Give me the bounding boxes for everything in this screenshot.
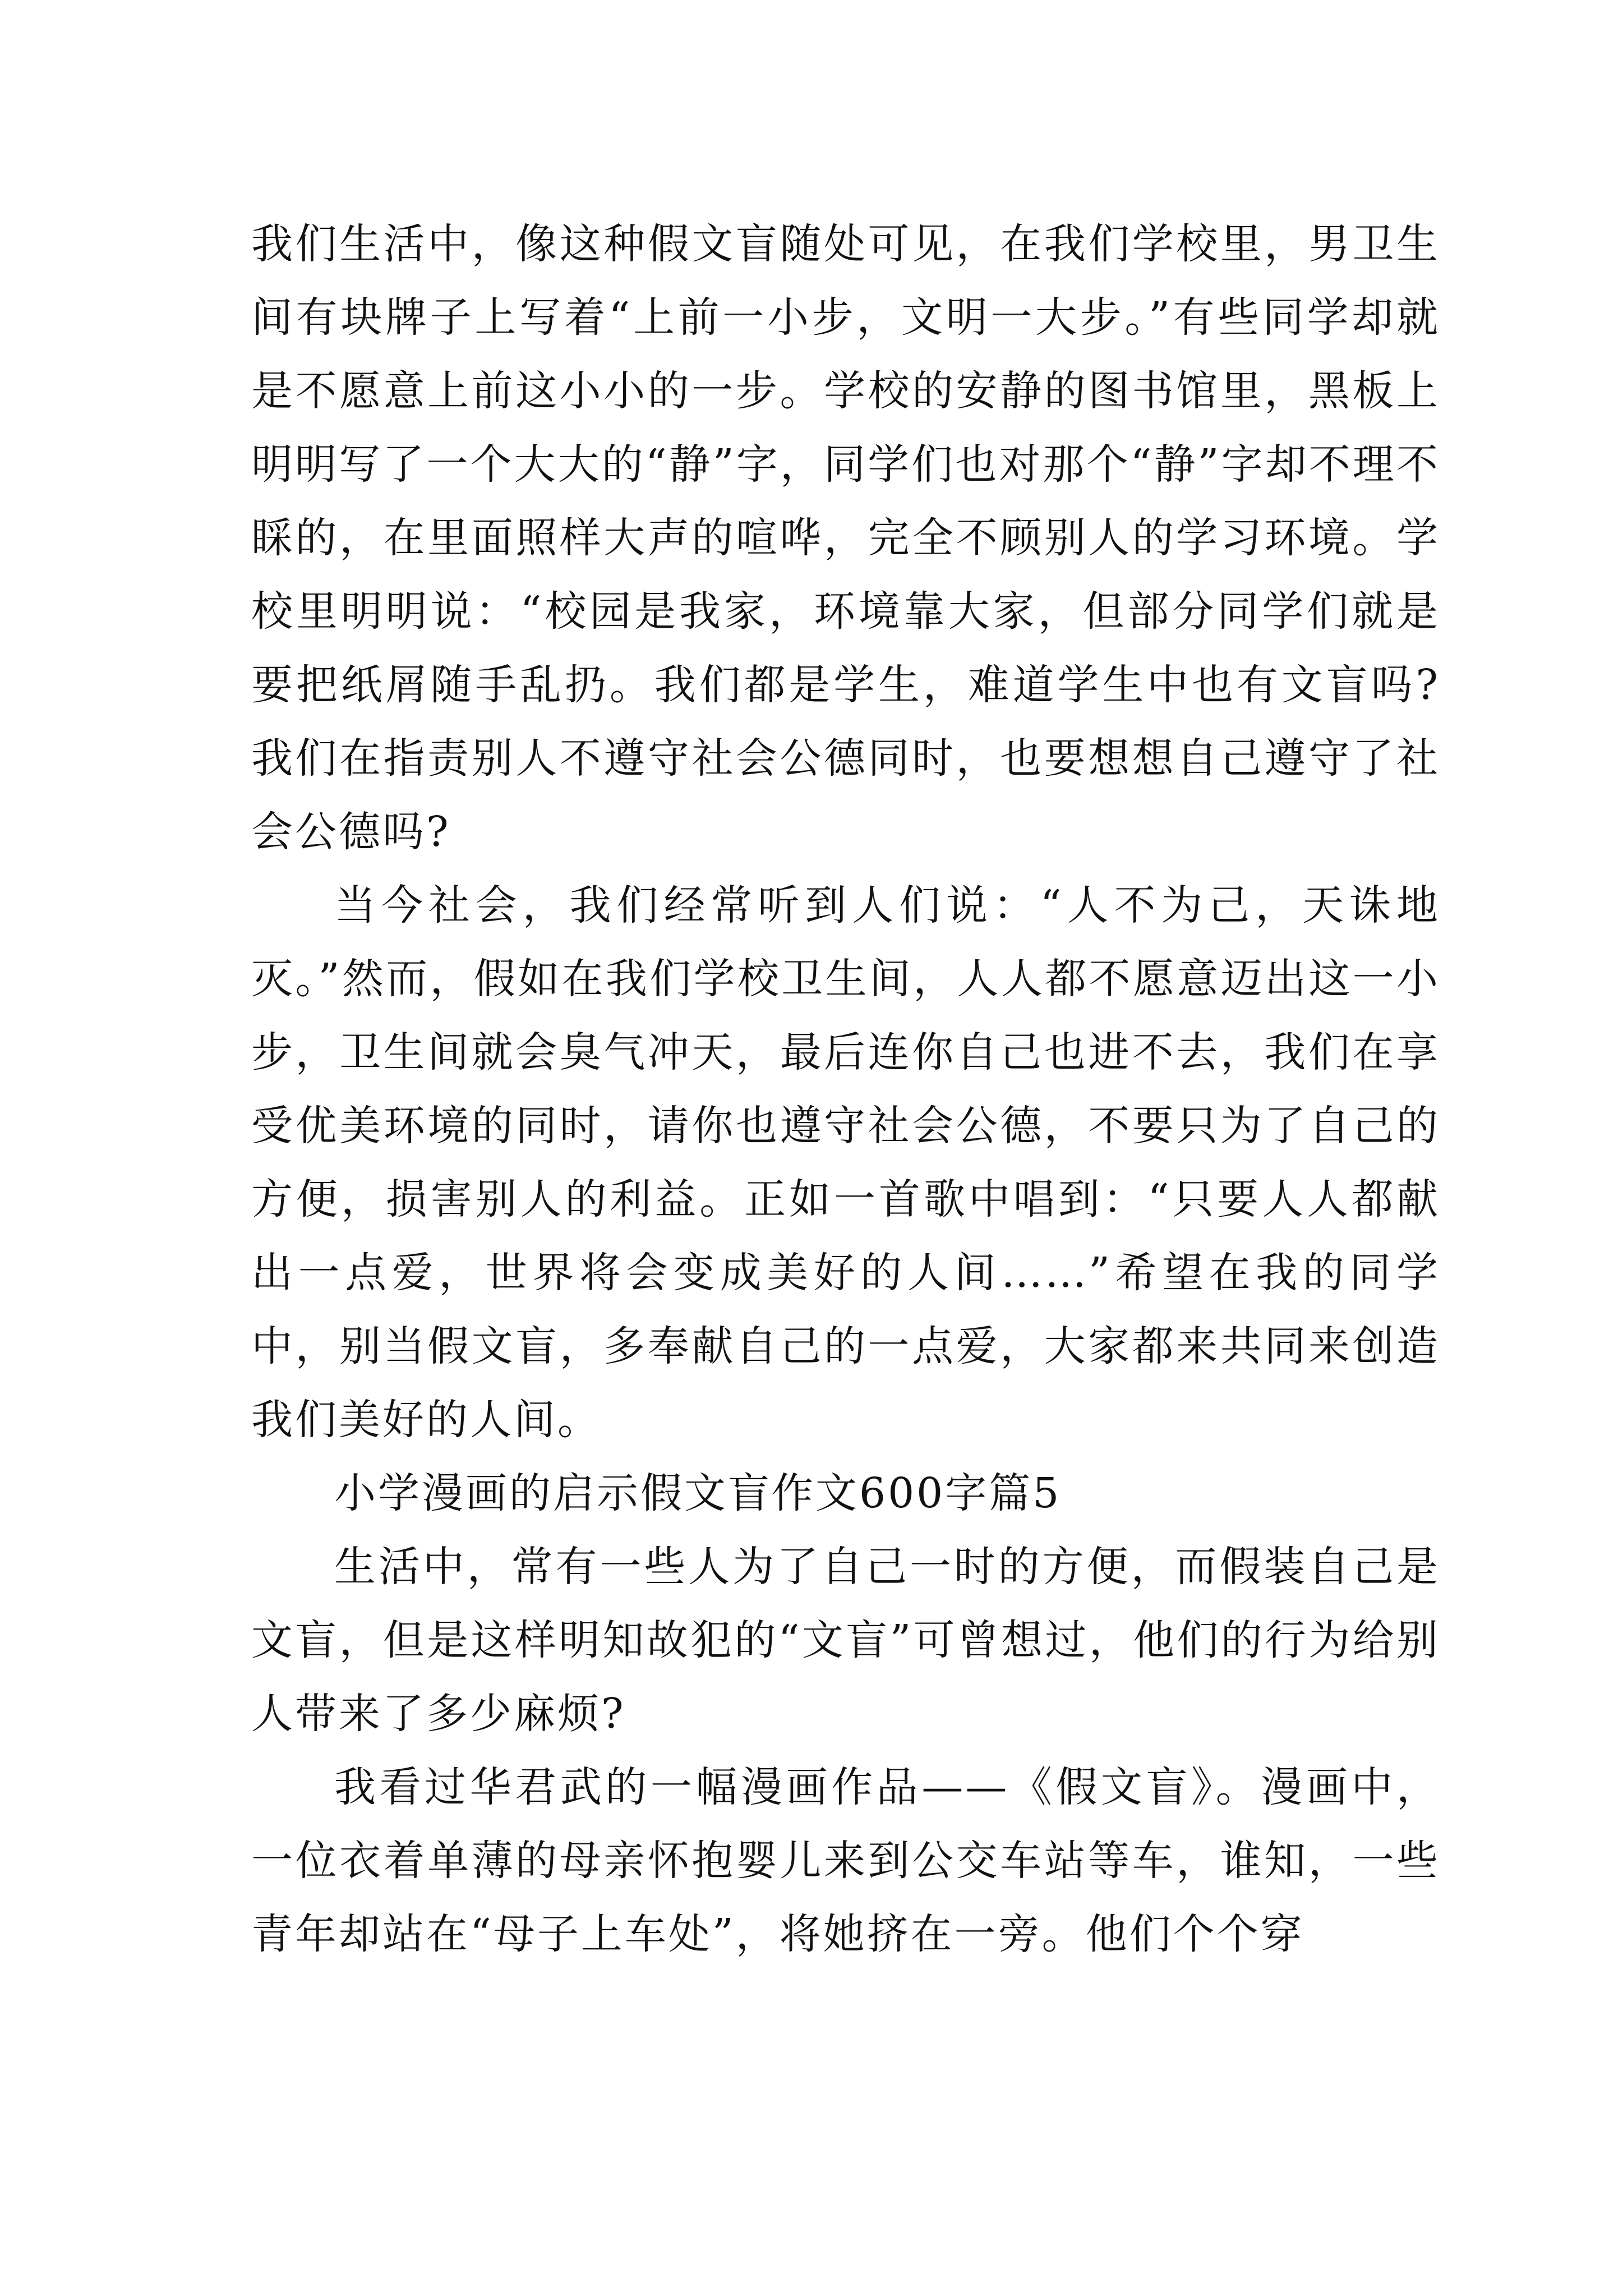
paragraph: 我们生活中，像这种假文盲随处可见，在我们学校里，男卫生间有块牌子上写着“上前一小步，文明一大步。”有些同学却就是不愿意上前这小小的一步。学校的安静的图书馆里，黑板上明明写了一个大大的“静”字，同学们也对那个“静”字却不理不睬的，在里面照样大声的喧哗，完全不顾别人的学习环境。学校里明明说：“校园是我家，环境靠大家，但部分同学们就是要把纸屑随手乱扔。我们都是学生，难道学生中也有文盲吗?我们在指责别人不遵守社会公德同时，也要想想自己遵守了社会公德吗? (251, 220, 1440, 856)
paragraph: 生活中，常有一些人为了自己一时的方便，而假装自己是文盲，但是这样明知故犯的“文盲”可曾想过，他们的行为给别人带来了多少麻烦? (251, 1543, 1440, 1738)
paragraph: 当今社会，我们经常听到人们说：“人不为己，天诛地灭。”然而，假如在我们学校卫生间，人人都不愿意迈出这一小步，卫生间就会臭气冲天，最后连你自己也进不去，我们在享受优美环境的同时，请你也遵守社会公德，不要只为了自己的方便，损害别人的利益。正如一首歌中唱到：“只要人人都献出一点爱，世界将会变成美好的人间……”希望在我的同学中，别当假文盲，多奉献自己的一点爱，大家都来共同来创造我们美好的人间。 (251, 881, 1440, 1444)
paragraph: 我看过华君武的一幅漫画作品——《假文盲》。漫画中，一位衣着单薄的母亲怀抱婴儿来到公交车站等车，谁知，一些青年却站在“母子上车处”，将她挤在一旁。他们个个穿 (251, 1763, 1440, 1958)
section-heading: 小学漫画的启示假文盲作文600字篇5 (334, 1469, 1062, 1517)
document-body (251, 208, 1440, 1971)
